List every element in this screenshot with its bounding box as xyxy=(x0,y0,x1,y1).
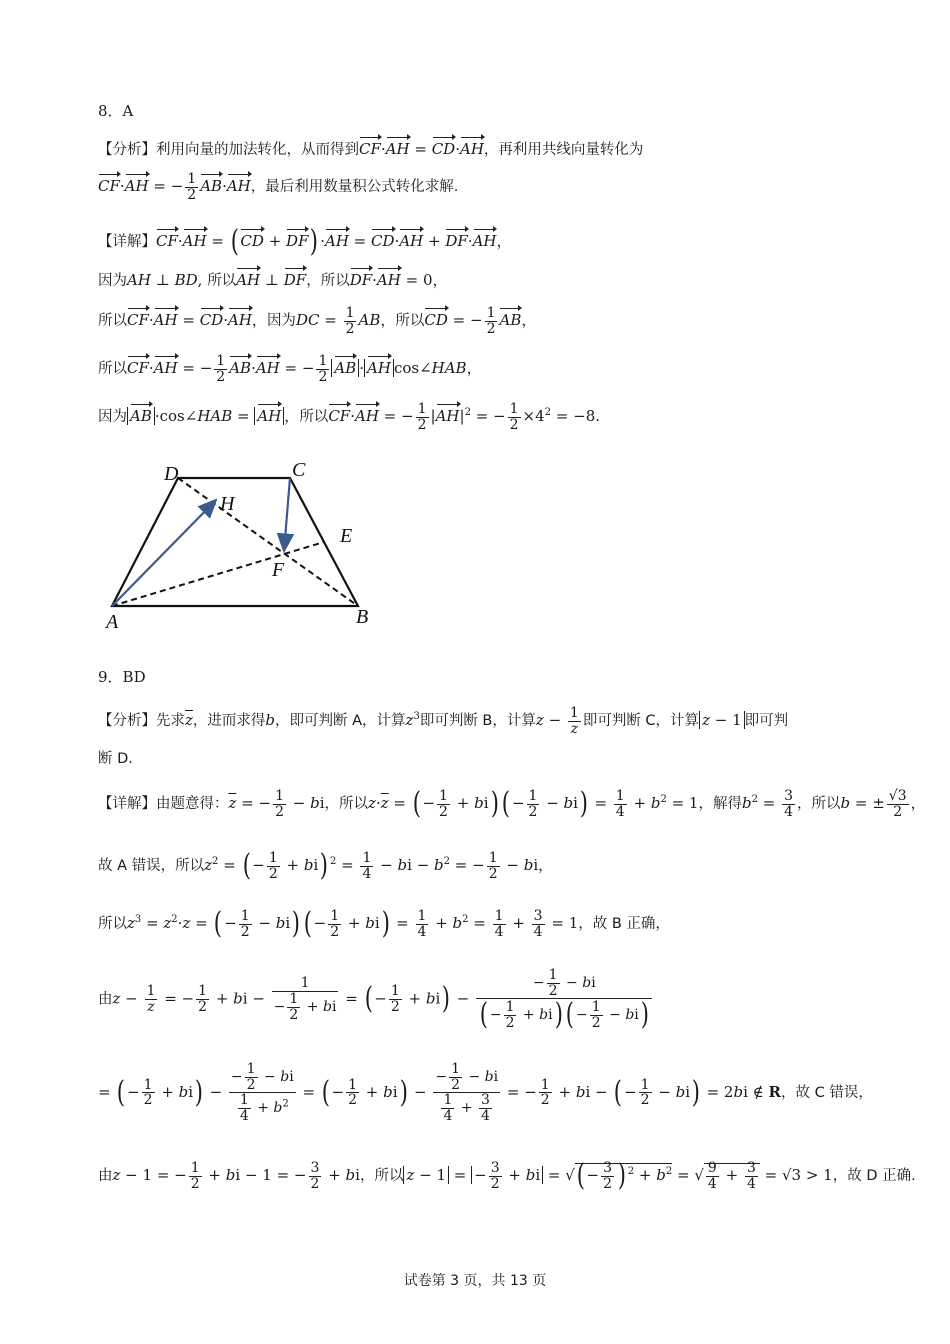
label-b: B xyxy=(356,606,369,628)
q8-number: 8．A xyxy=(98,102,134,120)
q9-detail-line1: 【详解】由题意得：$\overline{z}$ = − $\frac{1}{2}$ − bi，所以$z\cdot\overline{z}$ = ( − $\frac{1}{2}$ + bi) ( − $\frac{1}{2}$ − bi) = $\frac{1}{4}$ + $b^2 = 1$，解得$b^2$ = $\frac{3}{4}$ ，所以b = ± $\frac{√3}{2}$ ， xyxy=(98,786,926,821)
q8-analysis-line2: CF·AH = − $\frac{1}{2}$ AB·AH，最后利用数量积公式转化求解. xyxy=(98,171,459,203)
page-footer: 试卷第 3 页，共 13 页 xyxy=(403,1273,547,1289)
diagonal-bd xyxy=(178,478,358,606)
q8-detail-line5: 因为 AB ·cos∠HAB = AH ，所以CF·AH = − $\frac{1}{2}$ $|AH|^2$ = − $\frac{1}{2}$ $\times 4^2 = -8$. xyxy=(98,401,601,433)
analysis-text-2: ，再利用共线向量转化为 xyxy=(483,142,644,158)
analysis-tag: 【分析】 xyxy=(98,142,156,158)
label-e: E xyxy=(340,525,353,547)
detail-tag: 【详解】 xyxy=(98,234,156,250)
q9-detail-line3: 所以$z^3 = z^2\cdot z$ = ( − $\frac{1}{2}$ − bi) ( − $\frac{1}{2}$ + bi) = $\frac{1}{4}$ + $b^2$ = $\frac{1}{4}$ + $\frac{3}{4}$ = 1，故 B 正确， xyxy=(98,906,670,941)
q9-analysis-line1: 【分析】先求$\overline{z}$，进而求得b，即可判断 A，计算$z^3$即可判断 B，计算z − $\frac{1}{z}$ 即可判断 C，计算 z − 1 即可判 xyxy=(98,705,789,737)
q9-detail-line5: = ( − $\frac{1}{2}$ + bi) − − $\frac{1}{2}$ − bi $\frac{1}{4}$ + $b^2$ = ( − $\frac{1}{2}$ + bi) − − $\frac{1}{2}$ − bi $\frac{1}{4}$ + $\frac{3}{4}$ = − $\frac{1}{2}$ + bi − ( − $\frac{1}{2}$ − bi) = 2bi ∉ R，故 C 错误， xyxy=(98,1061,873,1125)
analysis-text-1: 利用向量的加法转化，从而得到 xyxy=(156,142,359,158)
label-h: H xyxy=(220,493,235,515)
q8-detail-line4: 所以CF·AH = − $\frac{1}{2}$ AB·AH = − $\frac{1}{2}$ AB · AH cos∠HAB， xyxy=(98,353,482,385)
analysis-text-3: ，最后利用数量积公式转化求解. xyxy=(250,179,459,196)
q8-analysis-line1: 【分析】利用向量的加法转化，从而得到CF·AH = CD·AH，再利用共线向量转化为 xyxy=(98,137,643,159)
q9-number: 9．BD xyxy=(98,668,146,686)
label-c: C xyxy=(292,459,306,481)
q9-analysis-line2: 断 D. xyxy=(98,751,133,767)
so-also-label: ，所以 xyxy=(306,273,350,289)
label-d: D xyxy=(164,463,179,485)
q9-detail-line6: 由z − 1 = − $\frac{1}{2}$ + bi − 1 = − $\frac{3}{2}$ + bi，所以 z − 1 = − $\frac{3}{2}$ + bi = √( − $\frac{3}{2}$ ) $^2 + b^2$ = √ $\frac{9}{4}$ + $\frac{3}{4}$ = √3 > 1，故 D 正确. xyxy=(98,1158,916,1193)
q9-detail-line2: 故 A 错误，所以$z^2$ = ( − $\frac{1}{2}$ + bi) $^2$ = $\frac{1}{4}$ − bi − $b^2$ = − $\frac{1}{2}$ − bi， xyxy=(98,848,554,883)
q8-detail-line3: 所以CF·AH = CD·AH，因为DC = $\frac{1}{2}$ AB，所以CD = − $\frac{1}{2}$ AB， xyxy=(98,305,537,337)
trapezoid-figure xyxy=(100,458,380,637)
so-label: 所以 xyxy=(207,273,237,289)
because-label: 因为 xyxy=(98,273,127,289)
q9-detail-line4: 由z − $\frac{1}{z}$ = − $\frac{1}{2}$ + bi − 1 − $\frac{1}{2}$ + bi = ( − $\frac{1}{2}$ + bi) − − $\frac{1}{2}$ − bi ( − $\frac{1}{2}$ + bi) ( − $\frac{1}{2}$ − bi) xyxy=(98,968,654,1031)
trapezoid-diagram xyxy=(100,458,380,633)
q8-detail-line1: 【详解】CF·AH = ( CD + DF) ·AH = CD·AH + DF·AH， xyxy=(98,224,512,259)
vector-cf xyxy=(284,478,290,551)
label-f: F xyxy=(272,559,285,581)
trapezoid-outline xyxy=(112,478,358,606)
label-a: A xyxy=(106,611,119,633)
q8-detail-line2: 因为AH ⊥ BD, 所以AH ⊥ DF，所以DF·AH = 0， xyxy=(98,268,448,290)
